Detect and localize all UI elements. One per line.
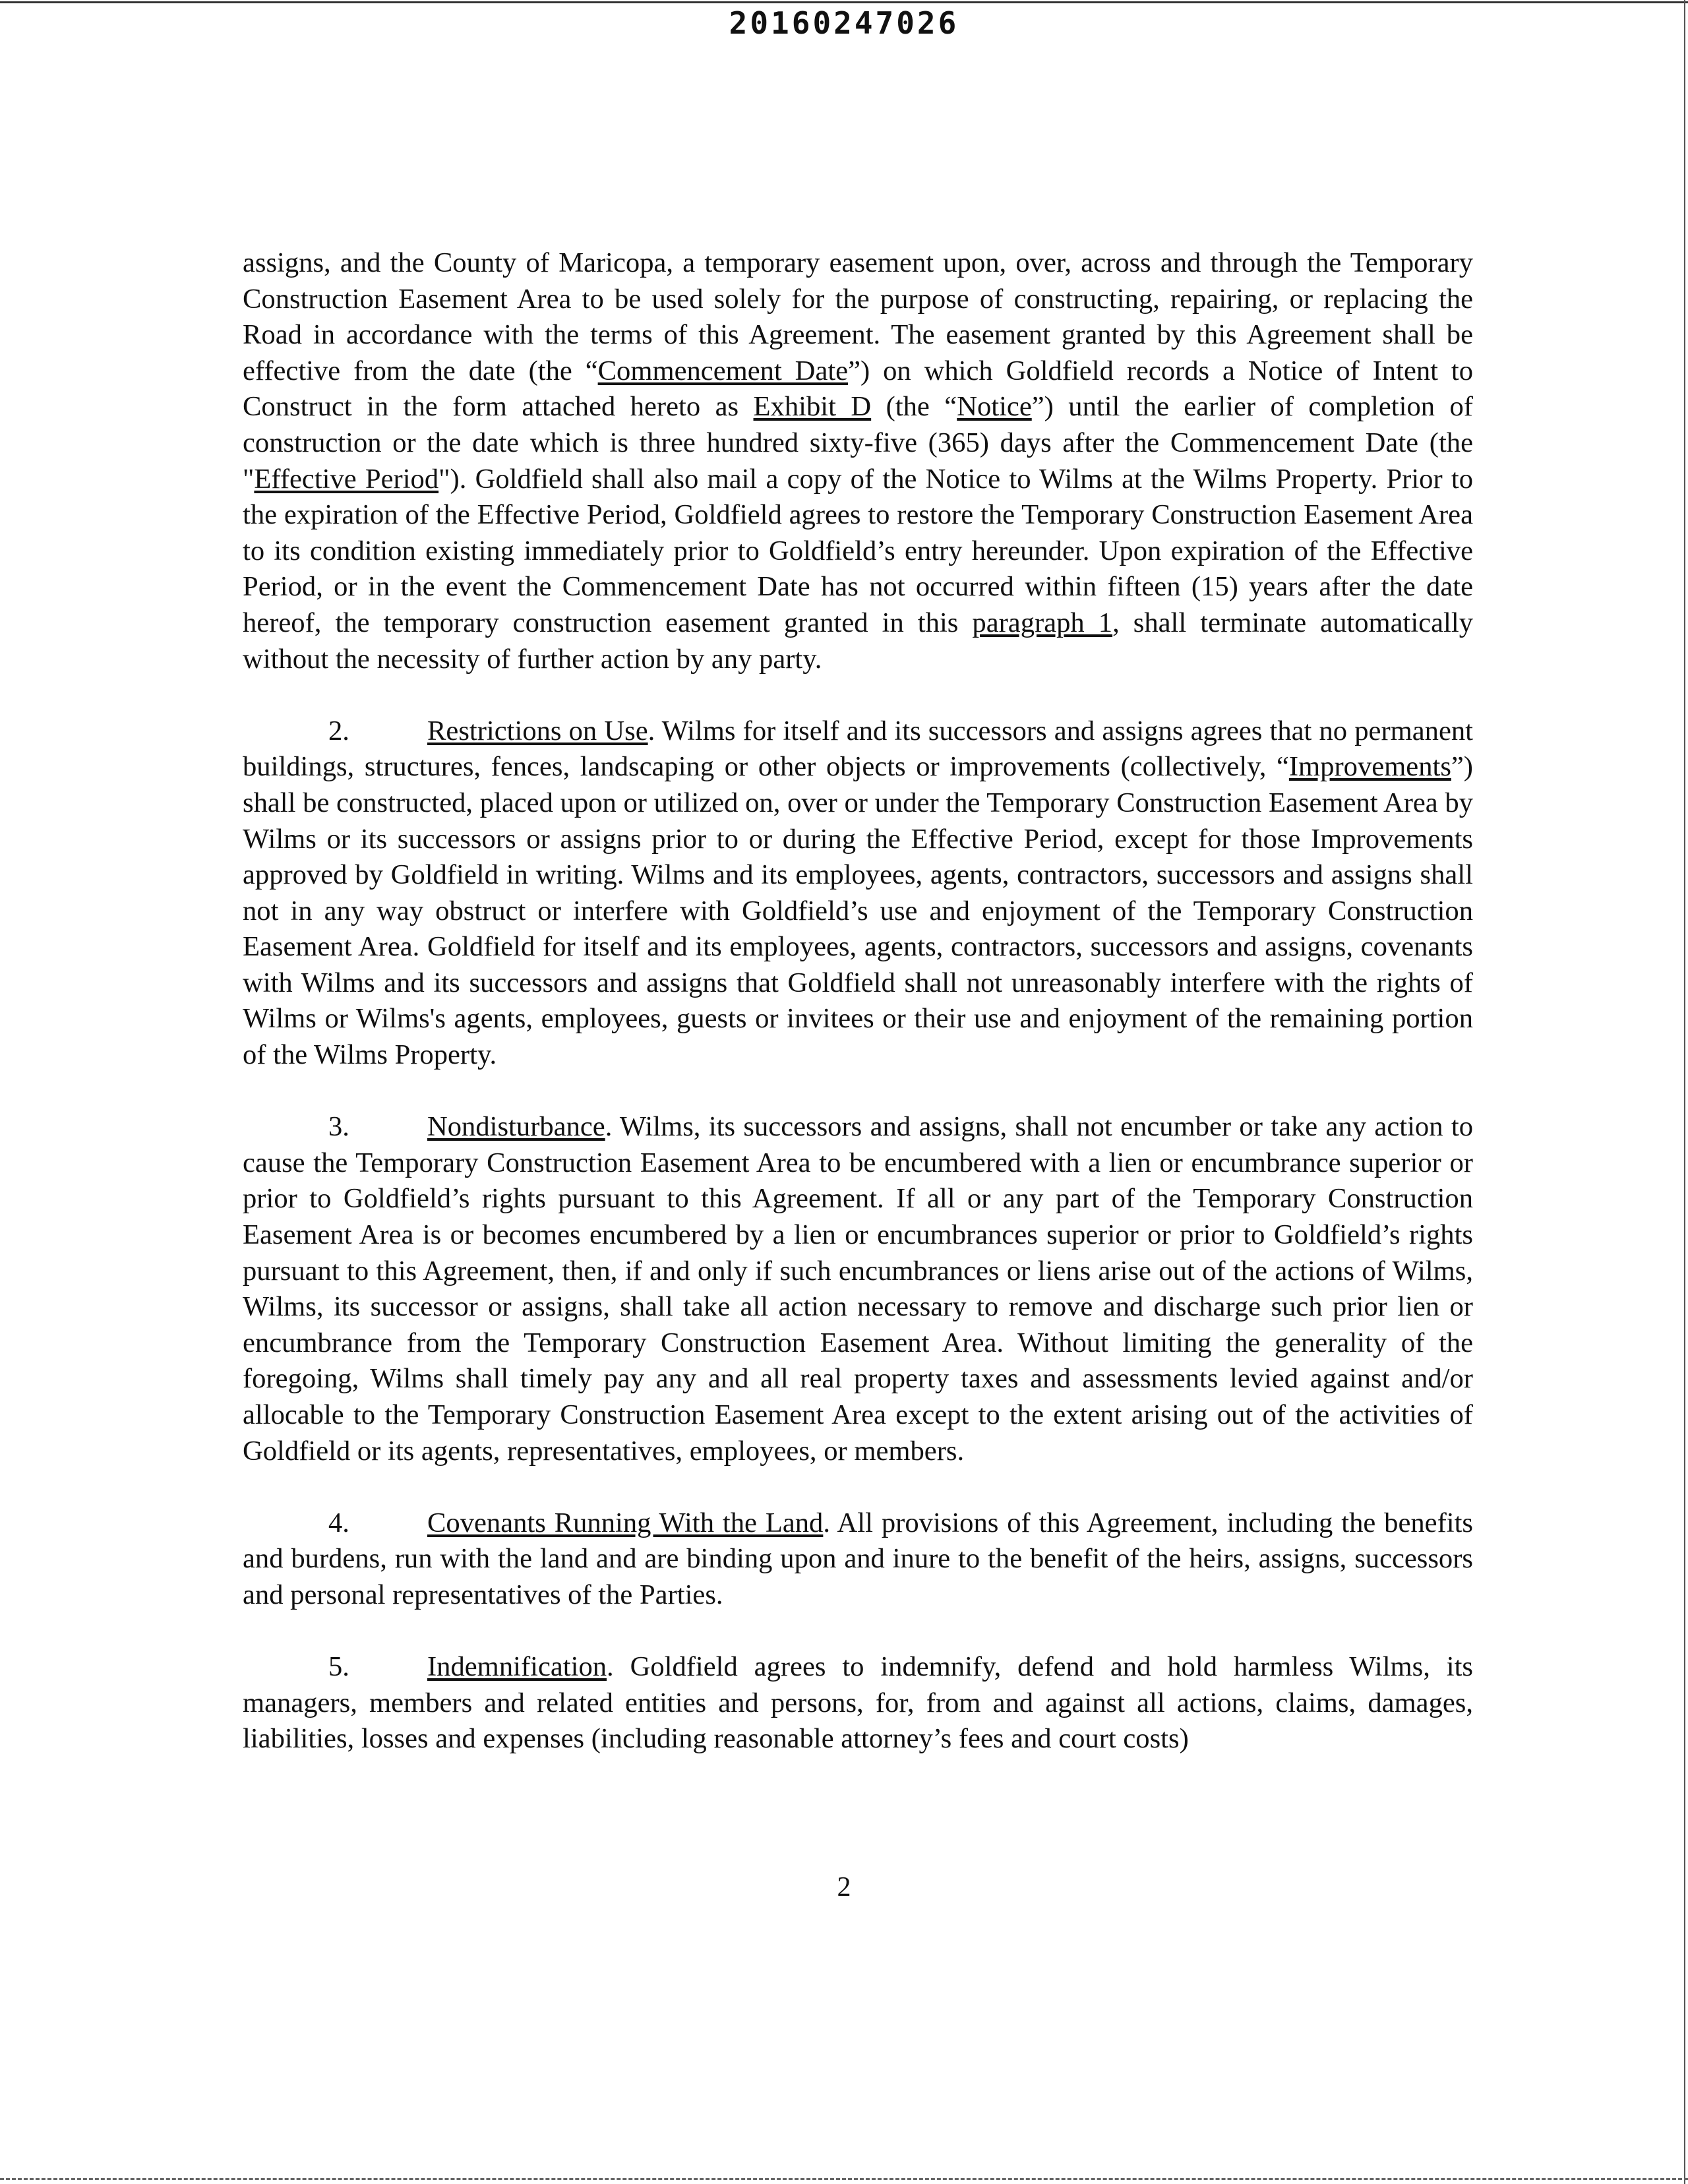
page-number: 2 [837, 1872, 851, 1902]
section-heading: Indemnification [427, 1651, 607, 1683]
reference-paragraph-1: paragraph 1 [972, 607, 1113, 638]
term-notice: Notice [957, 391, 1032, 423]
term-exhibit-d: Exhibit D [753, 391, 872, 423]
recording-number: 20160247026 [729, 5, 959, 41]
term-effective-period: Effective Period [254, 463, 439, 495]
section-heading: Covenants Running With the Land [427, 1507, 824, 1538]
term-commencement-date: Commencement Date [597, 355, 849, 386]
section-number: 4. [328, 1507, 349, 1538]
section-number: 3. [328, 1111, 349, 1143]
document-body [243, 245, 1473, 1794]
term-improvements: Improvements [1288, 751, 1451, 783]
section-heading: Restrictions on Use [427, 715, 648, 746]
scan-top-border [0, 1, 1688, 3]
scan-bottom-border [0, 2178, 1688, 2180]
section-5-indemnification: 5. Indemnification. Goldfield agrees to indemnify, defend and hold harmless Wilms, its managers, members and related entities and persons, for, from and against all actions, claims, damages, liabilities, losses and expenses (including reasonable attorney’s fees and court costs) [243, 1649, 1473, 1757]
section-heading: Nondisturbance [427, 1111, 605, 1143]
section-number: 2. [328, 715, 349, 746]
section-number: 5. [328, 1651, 349, 1683]
section-4-covenants: 4. Covenants Running With the Land. All provisions of this Agreement, including the benefits and burdens, run with the land and are binding upon and inure to the benefit of the heirs, assigns, successors and personal representatives of the Parties. [243, 1505, 1473, 1614]
paragraph-1-continued: assigns, and the County of Maricopa, a temporary easement upon, over, across and through the Temporary Construction Easement Area to be used solely for the purpose of constructing, repairing, or replacing the Road in accordance with the terms of this Agreement. The easement granted by this Agreement shall be effective from the date (the “Commencement Date”) on which Goldfield records a Notice of Intent to Construct in the form attached hereto as Exhibit D (the “Notice”) until the earlier of completion of construction or the date which is three hundred sixty-five (365) days after the Commencement Date (the "Effective Period"). Goldfield shall also mail a copy of the Notice to Wilms at the Wilms Property. Prior to the expiration of the Effective Period, Goldfield agrees to restore the Temporary Construction Easement Area to its condition existing immediately prior to Goldfield’s entry hereunder. Upon expiration of the Effective Period, or in the event the Commencement Date has not occurred within fifteen (15) years after the date hereof, the temporary construction easement granted in this paragraph 1, shall terminate automatically without the necessity of further action by any party. [243, 247, 1474, 675]
scan-right-border [1684, 0, 1685, 2184]
section-3-nondisturbance: 3. Nondisturbance. Wilms, its successors and assigns, shall not encumber or take any action to cause the Temporary Construction Easement Area to be encumbered with a lien or encumbrance superior or prior to Goldfield’s rights pursuant to this Agreement. If all or any part of the Temporary Construction Easement Area is or becomes encumbered by a lien or encumbrances superior or prior to Goldfield’s rights pursuant to this Agreement, then, if and only if such encumbrances or liens arise out of the actions of Wilms, Wilms, its successor or assigns, shall take all action necessary to remove and discharge such prior lien or encumbrance from the Temporary Construction Easement Area. Without limiting the generality of the foregoing, Wilms shall timely pay any and all real property taxes and assessments levied against and/or allocable to the Temporary Construction Easement Area except to the extent arising out of the activities of Goldfield or its agents, representatives, employees, or members. [243, 1109, 1473, 1469]
section-2-restrictions-on-use: 2. Restrictions on Use. Wilms for itself and its successors and assigns agrees that no permanent buildings, structures, fences, landscaping or other objects or improvements (collectively, “Improvements”) shall be constructed, placed upon or utilized on, over or under the Temporary Construction Easement Area by Wilms or its successors or assigns prior to or during the Effective Period, except for those Improvements approved by Goldfield in writing. Wilms and its employees, agents, contractors, successors and assigns shall not in any way obstruct or interfere with Goldfield’s use and enjoyment of the Temporary Construction Easement Area. Goldfield for itself and its employees, agents, contractors, successors and assigns, covenants with Wilms and its successors and assigns that Goldfield shall not unreasonably interfere with the rights of Wilms or Wilms's agents, employees, guests or invitees or their use and enjoyment of the remaining portion of the Wilms Property. [243, 713, 1473, 1074]
